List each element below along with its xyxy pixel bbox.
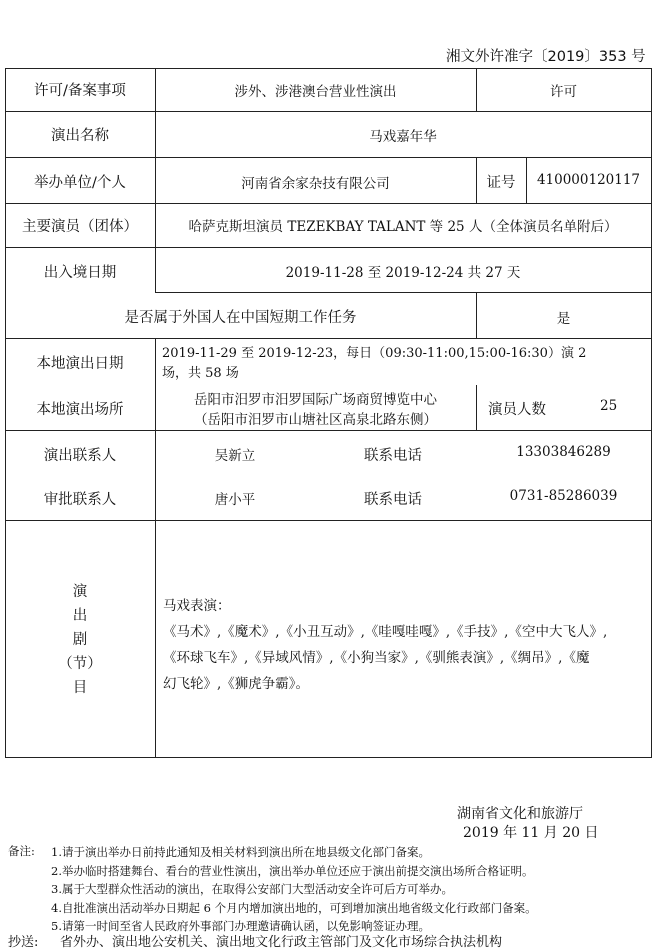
venue-label: 本地演出场所 [36,402,124,418]
program-label-char: 目 [72,680,88,696]
note-item: 5.请第一时间至省人民政府外事部门办理邀请确认函，以免影响签证办理。 [51,919,430,933]
permit-result: 许可 [550,84,577,100]
program-line-2: 《环球飞车》,《异域风情》,《小狗当家》,《驯熊表演》,《绸吊》,《魔 [163,650,590,666]
approver-phone: 0731-85286039 [509,488,618,504]
note-item: 4.自批准演出活动举办日期起 6 个月内增加演出地的，可到增加演出地省级文化行政部门备案。 [51,900,537,915]
program-label-char: 剧 [72,632,88,648]
issue-date: 2019 年 11 月 20 日 [463,825,599,841]
organizer-value: 河南省余家杂技有限公司 [241,176,390,192]
entry-exit-value: 2019-11-28 至 2019-12-24 共 27 天 [285,265,521,281]
cc-label: 抄送: [8,935,39,950]
note-item: 1.请于演出举办日前持此通知及相关材料到演出所在地县级文化部门备案。 [51,845,430,859]
permit-item-value: 涉外、涉港澳台营业性演出 [234,84,397,100]
short-work-value: 是 [556,311,571,327]
issuer: 湖南省文化和旅游厅 [457,806,583,822]
permit-item-label: 许可/备案事项 [34,83,126,99]
note-item: 3.属于大型群众性活动的演出，在取得公安部门大型活动安全许可后方可举办。 [51,882,453,896]
entry-exit-label: 出入境日期 [43,265,117,281]
contact-label: 演出联系人 [43,448,117,464]
cert-label: 证号 [486,175,516,191]
approver-label: 审批联系人 [43,492,117,508]
approver-phone-label: 联系电话 [364,492,422,508]
approver-name: 唐小平 [214,492,256,508]
permit-number: 湘文外许准字〔2019〕353 号 [446,49,646,65]
local-dates-line2: 场，共 58 场 [162,366,239,381]
program-line-3: 幻飞轮》,《狮虎争霸》。 [163,676,310,692]
notes-label: 备注: [8,844,35,858]
local-dates-line1: 2019-11-29 至 2019-12-23，每日（09:30-11:00,15:00-16:30）演 2 [162,346,587,361]
cert-value: 410000120117 [536,172,641,188]
program-title: 马戏表演： [163,598,231,614]
venue-line2: （岳阳市汨罗市山塘社区高泉北路东侧） [194,412,437,428]
short-work-label: 是否属于外国人在中国短期工作任务 [124,310,357,326]
cc-text: 省外办、演出地公安机关、演出地文化行政主管部门及文化市场综合执法机构 [60,935,503,950]
performer-count-value: 25 [600,398,618,414]
show-name-value: 马戏嘉年华 [369,129,437,145]
note-item: 2.举办临时搭建舞台、看台的营业性演出，演出举办单位还应于演出前提交演出场所合格证明。 [51,863,534,878]
local-dates-label: 本地演出日期 [36,356,124,372]
performer-count-label: 演员人数 [488,402,546,418]
contact-name: 吴新立 [214,448,256,464]
notes-list [51,843,537,936]
venue-line1: 岳阳市汨罗市汨罗国际广场商贸博览中心 [194,392,437,408]
contact-phone: 13303846289 [516,444,611,460]
show-name-label: 演出名称 [51,128,109,144]
program-label [5,580,155,700]
organizer-label: 举办单位/个人 [34,175,126,191]
performers-label: 主要演员（团体） [22,219,138,235]
program-line-1: 《马术》,《魔术》,《小丑互动》,《哇嘎哇嘎》,《手技》,《空中大飞人》, [163,624,608,640]
performers-value: 哈萨克斯坦演员 TEZEKBAY TALANT 等 25 人（全体演员名单附后） [188,219,618,235]
contact-phone-label: 联系电话 [364,448,422,464]
program-label-char: （节） [58,656,102,672]
program-label-char: 演 [72,584,88,600]
program-label-char: 出 [72,608,88,624]
